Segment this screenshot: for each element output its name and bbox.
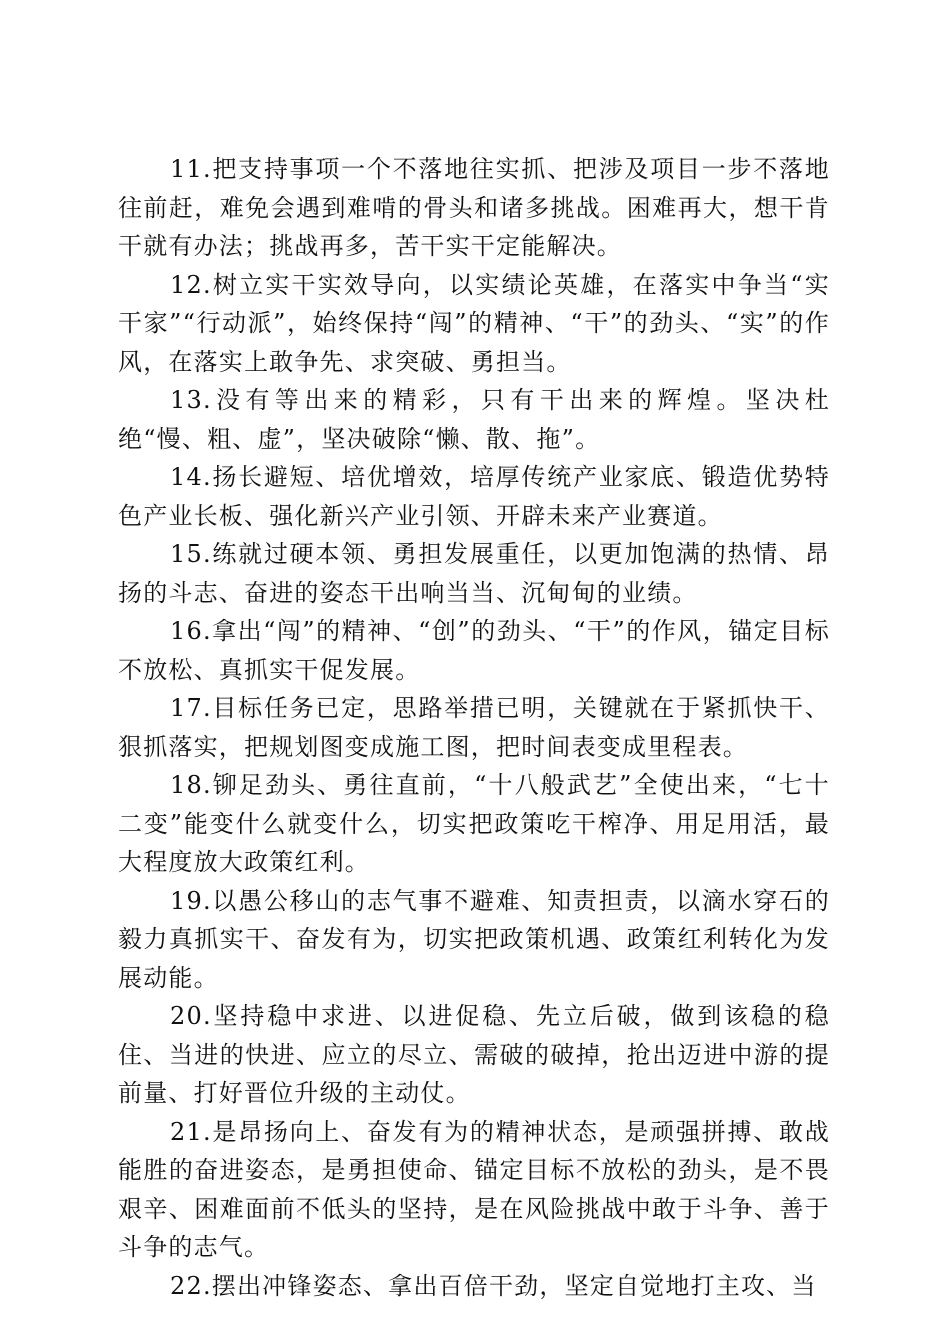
paragraph-19: 19.以愚公移山的志气事不避难、知责担责，以滴水穿石的毅力真抓实干、奋发有为，切实把政策机遇、政策红利转化为发展动能。 — [118, 886, 830, 992]
paragraph-11: 11.把支持事项一个不落地往实抓、把涉及项目一步不落地往前赶，难免会遇到难啃的骨头和诸多挑战。困难再大，想干肯干就有办法；挑战再多，苦干实干定能解决。 — [118, 155, 830, 260]
paragraph-12: 12.树立实干实效导向，以实绩论英雄，在落实中争当“实干家”“行动派”，始终保持“闯”的精神、“干”的劲头、“实”的作风，在落实上敢争先、求突破、勇担当。 — [118, 270, 830, 376]
paragraph-16: 16.拿出“闯”的精神、“创”的劲头、“干”的作风，锚定目标不放松、真抓实干促发展。 — [118, 617, 830, 684]
paragraph-20: 20.坚持稳中求进、以进促稳、先立后破，做到该稳的稳住、当进的快进、应立的尽立、需破的破掉，抢出迈进中游的提前量、打好晋位升级的主动仗。 — [118, 1002, 830, 1107]
paragraph-13: 13.没有等出来的精彩，只有干出来的辉煌。坚决杜绝“慢、粗、虚”，坚决破除“懒、散、拖”。 — [118, 386, 830, 453]
paragraph-18: 18.铆足劲头、勇往直前，“十八般武艺”全使出来，“七十二变”能变什么就变什么，切实把政策吃干榨净、用足用活，最大程度放大政策红利。 — [118, 771, 830, 876]
paragraph-14: 14.扬长避短、培优增效，培厚传统产业家底、锻造优势特色产业长板、强化新兴产业引领、开辟未来产业赛道。 — [118, 463, 830, 530]
paragraph-17: 17.目标任务已定，思路举措已明，关键就在于紧抓快干、狠抓落实，把规划图变成施工图，把时间表变成里程表。 — [118, 694, 830, 761]
paragraph-21: 21.是昂扬向上、奋发有为的精神状态，是顽强拼搏、敢战能胜的奋进姿态，是勇担使命、锚定目标不放松的劲头，是不畏艰辛、困难面前不低头的坚持，是在风险挑战中敢于斗争、善于斗争的志气。 — [118, 1117, 830, 1261]
document-body — [118, 150, 830, 1305]
paragraph-22: 22.摆出冲锋姿态、拿出百倍干劲，坚定自觉地打主攻、当 — [170, 1271, 817, 1300]
paragraph-15: 15.练就过硬本领、勇担发展重任，以更加饱满的热情、昂扬的斗志、奋进的姿态干出响当当、沉甸甸的业绩。 — [118, 540, 830, 607]
